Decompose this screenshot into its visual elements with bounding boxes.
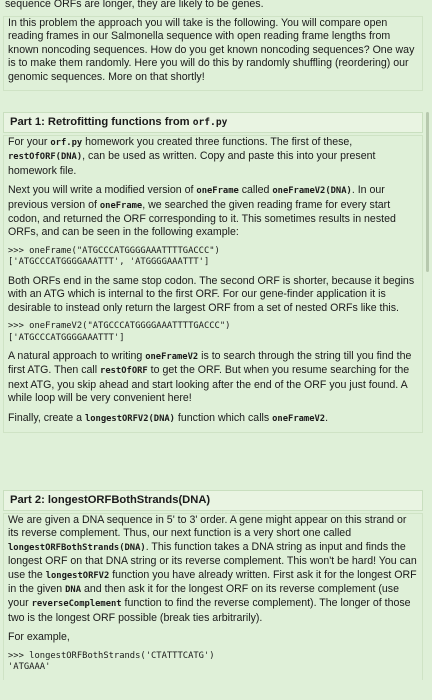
code-example-longest-both [8,651,418,674]
part2-paragraph-2: For example, [8,631,70,644]
scrollbar[interactable] [426,112,429,272]
intro-block [3,16,423,91]
part1-paragraph-2: Next you will write a modified version of oneFrame called oneFrameV2(DNA). In our previous version of oneFrame, we searched the given reading frame for every start codon, and returned the ORF corresponding to it. This sometimes results in nested ORFs, and can be seen in the following example: [8,184,396,239]
part1-paragraph-1: For your orf.py homework you created three functions. The first of these, restOfORF(DNA), can be used as written. Copy and paste this into your present homework file. [8,136,376,177]
code-output: 'ATGAAA' [8,662,51,673]
part2-heading: Part 2: longestORFBothStrands(DNA) [3,490,423,511]
part1-body [3,135,423,433]
part1-heading-code: orf.py [192,117,228,128]
code-line: >>> oneFrameV2("ATGCCCATGGGGAAATTTTGACCC") [8,321,231,332]
code-line: >>> oneFrame("ATGCCCATGGGGAAATTTTGACCC") [8,245,220,256]
code-line: >>> longestORFBothStrands('CTATTTCATG') [8,650,215,661]
part1-heading [3,112,423,133]
code-output: ['ATGCCCATGGGGAAATTT', 'ATGGGGAAATTT'] [8,257,210,268]
part2-body [3,513,423,680]
part1-paragraph-3: Both ORFs end in the same stop codon. The second ORF is shorter, because it begins with an ATG which is internal to the first ORF. For our gene-finder application it is desirable to instead only return the largest ORF from a set of nested ORFs like this. [8,274,415,314]
code-example-oneframev2 [8,321,418,344]
intro-paragraph: In this problem the approach you will take is the following. You will compare open reading frames in our Salmonella sequence with open reading frame lengths from known noncoding sequences. How do you get known noncoding sequences? One way is to make them randomly. Here you will do this by randomly shuffling (reordering) our genomic sequences. More on that shortly! [8,17,415,83]
code-output: ['ATGCCCATGGGGAAATTT'] [8,332,125,343]
part1-heading-text: Part 1: Retrofitting functions from [10,116,193,128]
part2-paragraph-1: We are given a DNA sequence in 5' to 3' order. A gene might appear on this strand or its reverse complement. Thus, our next function is a very short one called longestORFBothStrands(DNA). This function takes a DNA string as input and finds the longest ORF on that DNA string or its reverse complement. This won't be hard! You can use the longestORFV2 function you have already written. First ask it for the longest ORF in the given DNA and then ask it for the longest ORF on its reverse complement (use your reverseComplement function to find the reverse complement). The longer of those two is the longest ORF possible (break ties arbitrarily). [8,514,417,624]
intro-top-line: sequence ORFs are longer, they are likely to be genes. [5,0,264,10]
part1-paragraph-4: A natural approach to writing oneFrameV2 is to search through the string till you find the first ATG. Then call restOfORF to get the ORF. But when you resume searching for the next ATG, you skip ahead and start looking after the end of the ORF you just found. A while loop will be very convenient here! [8,350,412,405]
part1-paragraph-5: Finally, create a longestORFV2(DNA) function which calls oneFrameV2. [8,411,329,424]
code-example-oneframe [8,246,418,269]
